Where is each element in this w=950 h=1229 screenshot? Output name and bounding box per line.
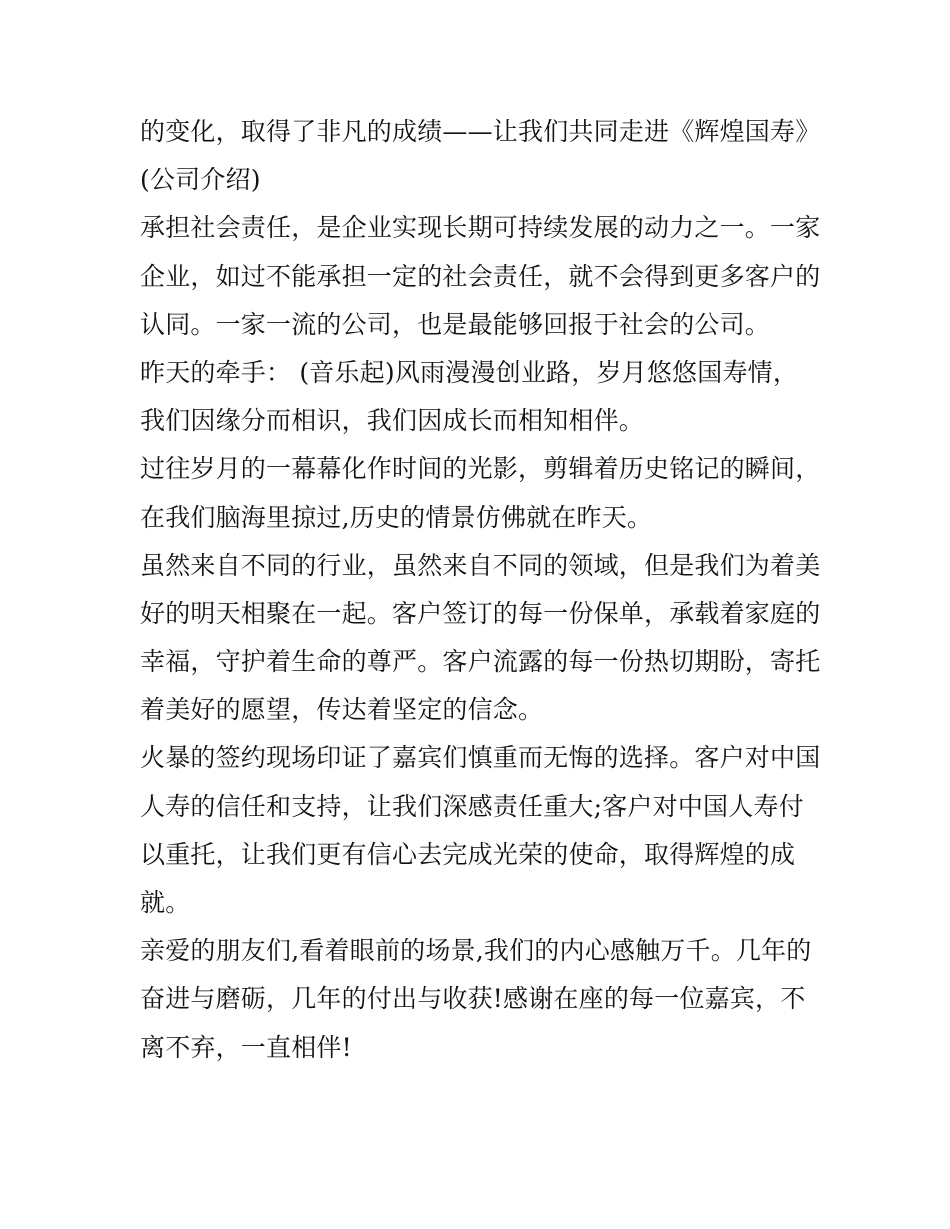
text-line: 虽然来自不同的行业，虽然来自不同的领域，但是我们为着美 [140,550,821,580]
text-line: 认同。一家一流的公司，也是最能够回报于社会的公司。 [140,309,771,339]
text-line: 以重托，让我们更有信心去完成光荣的使命，取得辉煌的成 [140,839,796,869]
text-line: 在我们脑海里掠过,历史的情景仿佛就在昨天。 [140,502,653,532]
text-line: 奋进与磨砺，几年的付出与收获!感谢在座的每一位嘉宾，不 [140,984,806,1014]
document-body [140,108,820,1072]
text-line: 过往岁月的一幕幕化作时间的光影，剪辑着历史铭记的瞬间， [140,454,821,484]
text-line: 幸福，守护着生命的尊严。客户流露的每一份热切期盼，寄托 [140,647,821,677]
text-line: 就。 [140,888,191,917]
text-line: 着美好的愿望，传达着坚定的信念。 [140,695,544,725]
text-line: 的变化，取得了非凡的成绩——让我们共同走进《辉煌国寿》 [140,117,821,146]
text-line: 人寿的信任和支持，让我们深感责任重大;客户对中国人寿付 [140,791,804,821]
text-line: 亲爱的朋友们,看着眼前的场景,我们的内心感触万千。几年的 [140,936,812,966]
text-line: 承担社会责任，是企业实现长期可持续发展的动力之一。一家 [140,213,821,243]
text-line: 企业，如过不能承担一定的社会责任，就不会得到更多客户的 [140,261,821,291]
text-line: 离不弃，一直相伴! [140,1032,352,1062]
text-line: 昨天的牵手： (音乐起)风雨漫漫创业路，岁月悠悠国寿情， [140,357,799,387]
text-line: 我们因缘分而相识，我们因成长而相知相伴。 [140,406,645,436]
text-line: 火暴的签约现场印证了嘉宾们慎重而无悔的选择。客户对中国 [140,743,821,773]
text-line: (公司介绍) [140,165,261,195]
text-line: 好的明天相聚在一起。客户签订的每一份保单，承载着家庭的 [140,598,821,628]
